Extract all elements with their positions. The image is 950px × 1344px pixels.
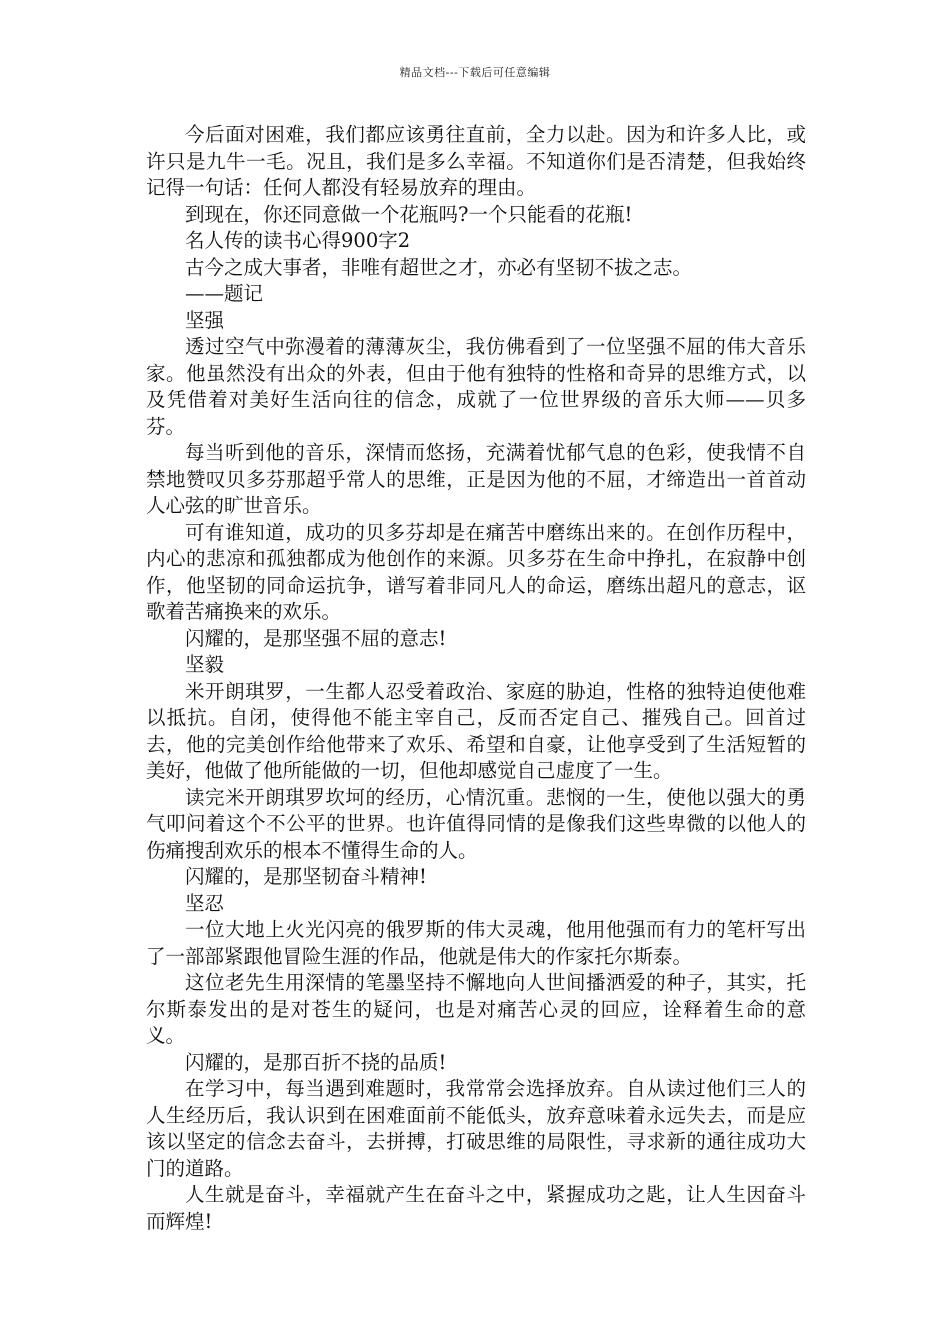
paragraph: 到现在，你还同意做一个花瓶吗?一个只能看的花瓶! — [185, 202, 633, 226]
paragraph: 透过空气中弥漫着的薄薄灰尘，我仿佛看到了一位坚强不屈的伟大音乐家。他虽然没有出众的外表，但由于他有独特的性格和奇异的思维方式，以及凭借着对美好生活向往的信念，成就了一位世界级的音乐大师——贝多芬。 — [146, 335, 806, 438]
paragraph: 闪耀的，是那坚韧奋斗精神! — [185, 865, 427, 888]
paragraph: 米开朗琪罗，一生都人忍受着政治、家庭的胁迫，性格的独特迫使他难以抵抗。自闭，使得他不能主宰自己，反而否定自己、摧残自己。回首过去，他的完美创作给他带来了欢乐、希望和自豪，让他享受到了生活短暂的美好，他做了他所能做的一切，但他却感觉自己虚度了一生。 — [146, 679, 806, 782]
paragraph: 闪耀的，是那百折不挠的品质! — [185, 1050, 447, 1074]
paragraph: 读完米开朗琪罗坎坷的经历，心情沉重。悲悯的一生，使他以强大的勇气叩问着这个不公平的世界。也许值得同情的是像我们这些卑微的以他人的伤痛搜刮欢乐的根本不懂得生命的人。 — [146, 785, 806, 862]
paragraph: 今后面对困难，我们都应该勇往直前，全力以赴。因为和许多人比，或许只是九牛一毛。况且，我们是多么幸福。不知道你们是否清楚，但我始终记得一句话：任何人都没有轻易放弃的理由。 — [146, 123, 806, 199]
paragraph: 在学习中，每当遇到难题时，我常常会选择放弃。自从读过他们三人的人生经历后，我认识到在困难面前不能低头，放弃意味着永远失去，而是应该以坚定的信念去奋斗，去拼搏，打破思维的局限性，寻求新的通往成功大门的道路。 — [146, 1077, 806, 1180]
paragraph: 闪耀的，是那坚强不屈的意志! — [185, 626, 447, 650]
document-body — [146, 122, 806, 1235]
paragraph: 每当听到他的音乐，深情而悠扬，充满着忧郁气息的色彩，使我情不自禁地赞叹贝多芬那超乎常人的思维，正是因为他的不屈，才缔造出一首首动人心弦的旷世音乐。 — [146, 441, 806, 517]
epigraph-attribution: ——题记 — [185, 282, 264, 305]
paragraph: 人生就是奋斗，幸福就产生在奋斗之中，紧握成功之匙，让人生因奋斗而辉煌! — [146, 1183, 806, 1233]
paragraph: 一位大地上火光闪亮的俄罗斯的伟大灵魂，他用他强而有力的笔杆写出了一部部紧跟他冒险生涯的作品，他就是伟大的作家托尔斯泰。 — [146, 918, 806, 968]
section-heading: 坚强 — [185, 308, 225, 332]
epigraph: 古今之成大事者，非唯有超世之才，亦必有坚韧不拔之志。 — [185, 255, 693, 279]
paragraph: 这位老先生用深情的笔墨坚持不懈地向人世间播洒爱的种子，其实，托尔斯泰发出的是对苍生的疑问，也是对痛苦心灵的回应，诠释着生命的意义。 — [146, 971, 806, 1047]
article-title: 名人传的读书心得900字2 — [185, 229, 411, 252]
paragraph: 可有谁知道，成功的贝多芬却是在痛苦中磨练出来的。在创作历程中，内心的悲凉和孤独都成为他创作的来源。贝多芬在生命中挣扎，在寂静中创作，他坚韧的同命运抗争，谱写着非同凡人的命运，磨练出超凡的意志，讴歌着苦痛换来的欢乐。 — [146, 520, 806, 623]
section-heading: 坚毅 — [185, 653, 225, 676]
page-header: 精品文档---下载后可任意编辑 — [399, 66, 551, 79]
section-heading: 坚忍 — [185, 891, 225, 915]
